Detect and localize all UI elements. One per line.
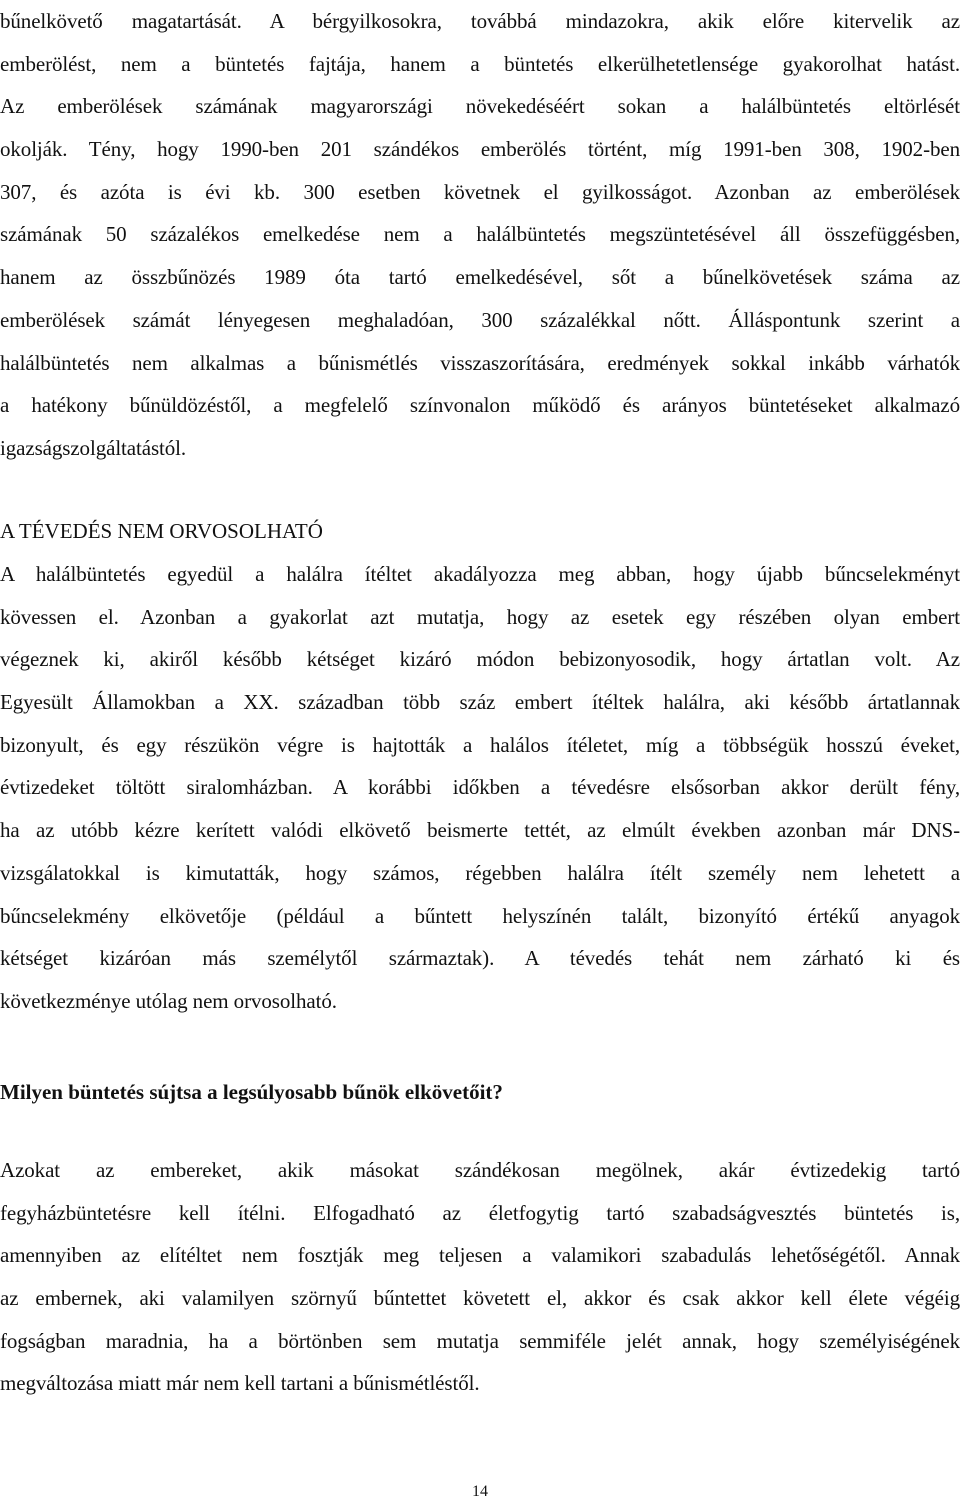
paragraph-line: halálbüntetés nem alkalmas a bűnismétlés visszaszorítására, eredmények sokkal inkább várhatók — [0, 350, 960, 375]
paragraph-line: következménye utólag nem orvosolható. — [0, 988, 337, 1013]
paragraph-line: megváltozása miatt már nem kell tartani a bűnismétléstől. — [0, 1371, 480, 1396]
paragraph-line: hanem az összbűnözés 1989 óta tartó emelkedésével, sőt a bűnelkövetések száma az — [0, 265, 960, 290]
page-number: 14 — [472, 1483, 488, 1500]
paragraph-line: igazságszolgáltatástól. — [0, 435, 187, 460]
paragraph-line: fegyházbüntetésre kell ítélni. Elfogadható az életfogytig tartó szabadságvesztés büntetés is, — [0, 1200, 960, 1225]
paragraph-line: fogságban maradnia, ha a börtönben sem mutatja semmiféle jelét annak, hogy személyiségének — [0, 1328, 960, 1353]
paragraph-death-penalty-statistics — [0, 0, 960, 470]
paragraph-line: bűnelkövető magatartását. A bérgyilkosokra, továbbá mindazokra, akik előre kitervelik az — [0, 9, 960, 33]
paragraph-irreversible-error — [0, 553, 960, 1023]
paragraph-line: vizsgálatokkal is kimutatták, hogy számos, régebben halálra ítélt személy nem lehetett a — [0, 860, 960, 885]
paragraph-line: ha az utóbb kézre kerített valódi elkövető beismerte tettét, az elmúlt években azonban már DNS- — [0, 818, 960, 843]
paragraph-line: emberölést, nem a büntetés fajtája, hanem a büntetés elkerülhetetlensége gyakorolhat hatást. — [0, 51, 960, 76]
paragraph-line: számának 50 százalékos emelkedése nem a halálbüntetés megszüntetésével áll összefüggésben, — [0, 222, 960, 247]
paragraph-line: az embernek, aki valamilyen szörnyű bűntettet követett el, akkor és csak akkor kell élete végéig — [0, 1286, 960, 1311]
paragraph-line: A halálbüntetés egyedül a halálra ítéltet akadályozza meg abban, hogy újabb bűncselekményt — [0, 562, 960, 586]
paragraph-sentencing-proposal — [0, 1149, 960, 1405]
question-heading: Milyen büntetés sújtsa a legsúlyosabb bűnök elkövetőit? — [0, 1080, 503, 1104]
paragraph-line: okolják. Tény, hogy 1990-ben 201 szándékos emberölés történt, míg 1991-ben 308, 1902-ben — [0, 137, 960, 162]
paragraph-line: Az emberölések számának magyarországi növekedéséért sokan a halálbüntetés eltörlését — [0, 94, 960, 119]
paragraph-line: kövessen el. Azonban a gyakorlat azt mutatja, hogy az esetek egy részében olyan embert — [0, 604, 960, 629]
paragraph-line: a hatékony bűnüldözéstől, a megfelelő színvonalon működő és arányos büntetéseket alkalmazó — [0, 393, 960, 418]
paragraph-line: amennyiben az elítéltet nem fosztják meg teljesen a valamikori szabadulás lehetőségétől. Annak — [0, 1243, 960, 1268]
paragraph-line: emberölések számát lényegesen meghaladóan, 300 százalékkal nőtt. Álláspontunk szerint a — [0, 307, 960, 332]
paragraph-line: Azokat az embereket, akik másokat szándékosan megölnek, akár évtizedekig tartó — [0, 1158, 960, 1182]
paragraph-line: Egyesült Államokban a XX. században több száz embert ítéltek halálra, aki később ártatlannak — [0, 690, 960, 715]
paragraph-line: végeznek ki, akiről később kétséget kizáró módon bebizonyosodik, hogy ártatlan volt. Az — [0, 647, 960, 672]
paragraph-line: bizonyult, és egy részükön végre is hajtották a halálos ítéletet, míg a többségük hosszú éveket, — [0, 732, 960, 757]
paragraph-line: 307, és azóta is évi kb. 300 esetben követnek el gyilkosságot. Azonban az emberölések — [0, 179, 960, 204]
paragraph-line: kétséget kizáróan más személytől származtak). A tévedés tehát nem zárható ki és — [0, 946, 960, 971]
paragraph-line: évtizedeket töltött siralomházban. A korábbi időkben a tévedésre elsősorban akkor derült fény, — [0, 775, 960, 800]
paragraph-line: bűncselekmény elkövetője (például a bűntett helyszínén talált, bizonyító értékű anyagok — [0, 903, 960, 928]
section-heading: A TÉVEDÉS NEM ORVOSOLHATÓ — [0, 519, 323, 543]
